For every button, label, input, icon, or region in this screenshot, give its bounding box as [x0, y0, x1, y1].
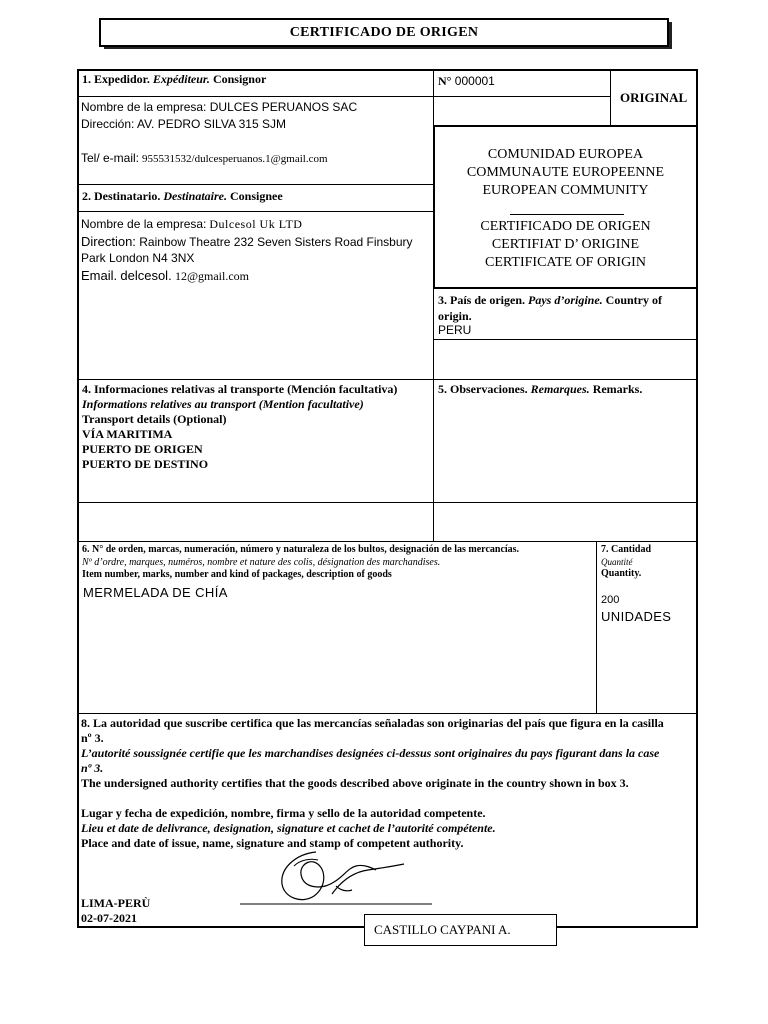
divider-number-bottom	[433, 96, 610, 97]
divider-original	[610, 70, 611, 126]
certificate-line-en: CERTIFICATE OF ORIGIN	[485, 255, 646, 270]
divider-box4-top	[78, 379, 698, 380]
divider-box2-top	[78, 184, 433, 185]
box2-direction: Direction: Rainbow Theatre 232 Seven Sisters Road Finsbury	[81, 234, 413, 249]
number-prefix: N°	[438, 74, 452, 88]
box7-value: 200	[601, 594, 620, 606]
box4-heading-es: 4. Informaciones relativas al transporte (Mención facultativa)	[82, 382, 398, 396]
box6-block	[82, 544, 519, 582]
box2-company: Nombre de la empresa: Dulcesol Uk LTD	[81, 217, 303, 231]
box8-fr-2: nº 3.	[81, 761, 104, 775]
number-value: 000001	[451, 74, 495, 88]
box2-direction-cont: Park London N4 3NX	[81, 251, 195, 265]
community-block	[435, 146, 696, 200]
box8-es-2: nº 3.	[81, 731, 104, 745]
box1-heading: 1. Expedidor. Expéditeur. Consignor	[82, 72, 267, 86]
box4-heading-en: Transport details (Optional)	[82, 412, 227, 426]
box4-block	[82, 382, 397, 472]
box8-place-fr: Lieu et date de delivrance, designation, signature et cachet de l’autorité compétente.	[81, 821, 496, 835]
box1-contact: Tel/ e-mail: 955531532/dulcesperuanos.1@gmail.com	[81, 151, 328, 165]
community-line-es: COMUNIDAD EUROPEA	[487, 147, 644, 162]
divider-box4-bottom	[78, 502, 698, 503]
divider-box8-top	[78, 713, 698, 714]
box1-address: Dirección: AV. PEDRO SILVA 315 SJM	[81, 117, 286, 131]
box6-heading-es: 6. N° de orden, marcas, numeración, número y naturaleza de los bultos, designación de las mercancías.	[82, 544, 520, 555]
divider-box3-bottom	[433, 339, 698, 340]
box6-value: MERMELADA DE CHÍA	[83, 585, 228, 600]
certificate-line-es: CERTIFICADO DE ORIGEN	[480, 219, 651, 234]
box8-place-es: Lugar y fecha de expedición, nombre, firma y sello de la autoridad competente.	[81, 806, 486, 820]
box4-heading-fr: Informations relatives au transport (Mention facultative)	[82, 397, 364, 411]
signer-name-box: CASTILLO CAYPANI A.	[364, 914, 557, 946]
community-line-en: EUROPEAN COMMUNITY	[482, 183, 649, 198]
box5-heading: 5. Observaciones. Remarques. Remarks.	[438, 382, 643, 396]
box8-place-en: Place and date of issue, name, signature and stamp of competent authority.	[81, 836, 464, 850]
divider-box2-head	[78, 211, 433, 212]
certificate-block	[435, 218, 696, 272]
divider-box6-top	[78, 541, 698, 542]
box1-company: Nombre de la empresa: DULCES PERUANOS SAC	[81, 100, 358, 114]
box7-unit: UNIDADES	[601, 609, 672, 624]
box8-block	[81, 716, 695, 851]
box3-value: PERU	[438, 323, 472, 337]
community-line-fr: COMMUNAUTE EUROPEENNE	[466, 165, 665, 180]
box7-block	[601, 544, 651, 580]
box7-heading-en: Quantity.	[601, 568, 642, 579]
box7-heading-es: 7. Cantidad	[601, 544, 652, 555]
box4-line1: VÍA MARITIMA	[82, 427, 173, 441]
issue-date: 02-07-2021	[81, 911, 137, 925]
box2-email: Email. delcesol. 12@gmail.com	[81, 268, 249, 283]
box4-line2: PUERTO DE ORIGEN	[82, 442, 203, 456]
box8-fr-1: L’autorité soussignée certifie que les marchandises designées ci-dessus sont originaires du pays figurant dans la case	[81, 746, 660, 760]
certificate-number	[438, 74, 495, 89]
original-label: ORIGINAL	[620, 90, 688, 105]
box3-heading: 3. País de origen. Pays d’origine. Country of origin.	[438, 293, 663, 323]
box2-heading: 2. Destinatario. Destinataire. Consignee	[82, 189, 283, 203]
box4-line3: PUERTO DE DESTINO	[82, 457, 209, 471]
box8-es-1: 8. La autoridad que suscribe certifica que las mercancías señaladas son originarias del país que figura en la casilla	[81, 716, 664, 730]
community-separator	[510, 214, 624, 215]
box6-heading-fr: Nº d’ordre, marques, numéros, nombre et nature des colis, désignation des marchandises.	[82, 556, 441, 568]
box8-en: The undersigned authority certifies that the goods described above originate in the country shown in box 3.	[81, 776, 629, 790]
issue-place: LIMA-PERÙ	[81, 896, 151, 910]
box6-heading-en: Item number, marks, number and kind of packages, description of goods	[82, 569, 392, 580]
divider-box1-head	[78, 96, 433, 97]
certificate-line-fr: CERTIFIAT D’ ORIGINE	[491, 237, 640, 252]
document-title: CERTIFICADO DE ORIGEN	[99, 18, 669, 47]
box7-heading-fr: Quantité	[601, 557, 633, 567]
divider-box7	[596, 541, 597, 714]
